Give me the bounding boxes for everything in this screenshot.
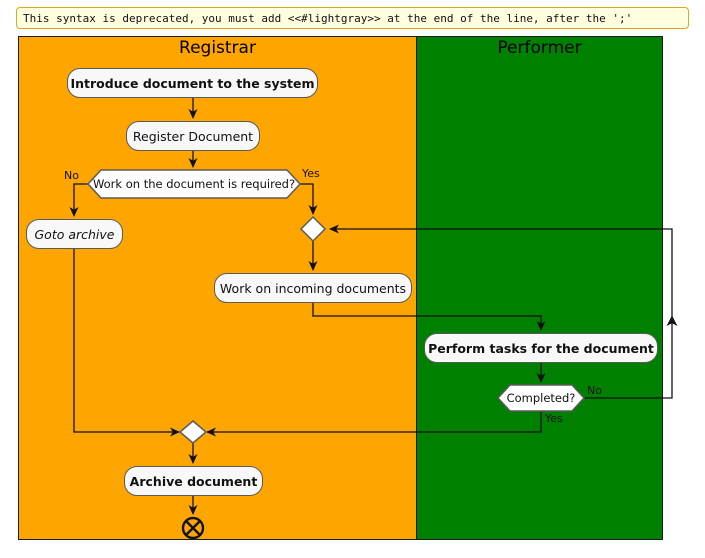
merge-diamond-top [301,217,325,241]
activity-introduce-document: Introduce document to the system [67,68,318,98]
edge-label-completed-no: No [587,384,602,397]
flow-final-icon [183,518,203,538]
edge-label-work-required-no: No [64,169,79,182]
activity-perform-tasks: Perform tasks for the document [424,333,658,363]
activity-register-document: Register Document [126,121,260,151]
edge-label-completed-yes: Yes [545,412,563,425]
edge-work-required-no [74,184,88,216]
edge-work-required-yes [300,184,313,214]
activity-archive-document: Archive document [124,466,263,496]
edge-completed-no-loop [330,229,672,398]
decision-completed-label: Completed? [506,391,576,405]
edge-goto-archive-to-merge2 [74,249,179,432]
swimlane-registrar-title: Registrar [179,38,256,58]
activity-goto-archive: Goto archive [26,219,123,249]
edge-label-work-required-yes: Yes [302,167,320,180]
warning-text: This syntax is deprecated, you must add <<#lightgray>> at the end of the line, after the ';' [23,11,633,25]
merge-diamond-bottom [180,421,206,443]
edge-completed-yes-to-merge2 [207,411,541,432]
swimlane-performer-title: Performer [497,38,582,58]
edge-work-incoming-to-perform [313,303,541,330]
activity-work-incoming: Work on incoming documents [214,273,412,303]
decision-work-required-label: Work on the document is required? [92,177,296,191]
